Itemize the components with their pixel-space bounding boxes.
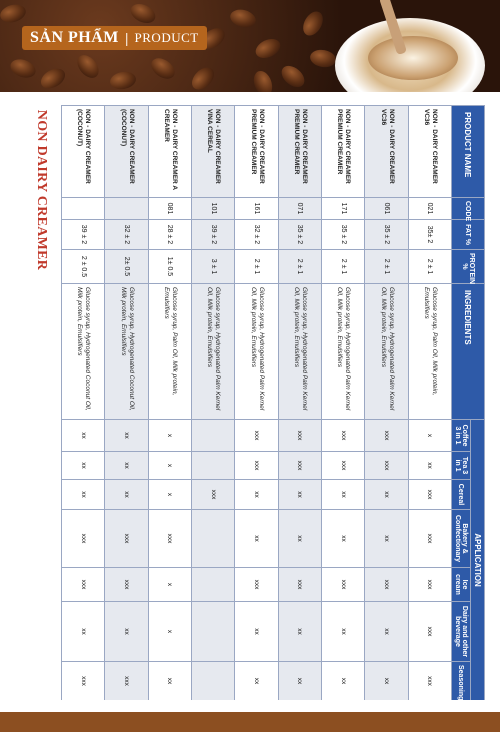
- app-cell: xx: [235, 662, 278, 701]
- ingredients-cell: Glucose syrup, Hydrogenated Palm Kernel Oil, Milk protein, Emulsifiers: [322, 284, 365, 420]
- protein-cell: 2 ± 0.5: [62, 250, 105, 284]
- section-title-text: NON DAIRY CREAMER: [34, 109, 50, 271]
- title-separator: |: [124, 30, 129, 46]
- header-app-tea: Tea 3 in 1: [452, 452, 471, 480]
- app-cell: xx: [105, 452, 148, 480]
- app-cell: [192, 510, 235, 568]
- app-cell: xxx: [322, 568, 365, 602]
- app-cell: xx: [62, 480, 105, 510]
- header-banner: [0, 0, 500, 92]
- code-cell: 081: [148, 198, 191, 220]
- ingredients-cell: Glucose syrup, Hydrogenated Palm Kernel Oil, Milk protein, Emulsifiers: [192, 284, 235, 420]
- app-cell: [192, 568, 235, 602]
- fat-cell: 35± 2: [408, 220, 451, 250]
- header-application: APPLICATION: [471, 420, 485, 701]
- app-cell: xx: [365, 602, 408, 662]
- fat-cell: 28 ± 2: [148, 220, 191, 250]
- header-protein: PROTEIN %: [452, 250, 485, 284]
- app-cell: xxx: [62, 568, 105, 602]
- protein-cell: 2 ± 1: [235, 250, 278, 284]
- app-cell: x: [148, 602, 191, 662]
- app-cell: xxx: [278, 452, 321, 480]
- ingredients-cell: Glucose syrup, Hydrogenated Palm Kernel Oil, Milk protein, Emulsifiers: [278, 284, 321, 420]
- app-cell: xx: [148, 662, 191, 701]
- coffee-bean-image: [128, 0, 159, 26]
- app-cell: x: [148, 452, 191, 480]
- header-code: CODE: [452, 198, 485, 220]
- code-cell: 071: [278, 198, 321, 220]
- table-row: [365, 106, 408, 701]
- header-ingredients: INGREDIENTS: [452, 284, 485, 420]
- product-table-wrapper: [61, 105, 485, 700]
- app-cell: xxx: [365, 452, 408, 480]
- app-cell: xx: [408, 452, 451, 480]
- product-name-cell: NON - DAIRY CREAMER VC36: [365, 106, 408, 198]
- app-cell: xxx: [408, 510, 451, 568]
- header-app-cereal: Cereal: [452, 480, 471, 510]
- protein-cell: 2 ± 1: [278, 250, 321, 284]
- app-cell: xx: [322, 662, 365, 701]
- product-name-cell: NON - DAIRY CREAMER PREMIUM CREAMER: [322, 106, 365, 198]
- app-cell: xxx: [408, 662, 451, 701]
- app-cell: x: [148, 420, 191, 452]
- code-cell: 101: [192, 198, 235, 220]
- table-row: [105, 106, 148, 701]
- coffee-bean-image: [37, 65, 68, 92]
- app-cell: xx: [365, 510, 408, 568]
- page-title-badge: [22, 26, 207, 50]
- ingredients-cell: Glucose syrup, Hydrogenated Palm Kernel Oil, Milk protein, Emulsifiers: [365, 284, 408, 420]
- product-name-cell: NON - DAIRY CREAMER VC36: [408, 106, 451, 198]
- app-cell: xxx: [192, 480, 235, 510]
- app-cell: xxx: [365, 568, 408, 602]
- header-app-dairy: Dairy and other beverage: [452, 602, 471, 662]
- code-cell: 021: [408, 198, 451, 220]
- app-cell: x: [148, 480, 191, 510]
- app-cell: [192, 420, 235, 452]
- coffee-bean-image: [147, 54, 178, 83]
- app-cell: xxx: [322, 452, 365, 480]
- app-cell: xxx: [148, 510, 191, 568]
- app-cell: xx: [278, 480, 321, 510]
- protein-cell: 2 ± 1: [322, 250, 365, 284]
- app-cell: xxx: [365, 420, 408, 452]
- app-cell: xx: [62, 602, 105, 662]
- table-row: [62, 106, 105, 701]
- coffee-bean-image: [0, 2, 28, 25]
- code-cell: 061: [365, 198, 408, 220]
- fat-cell: 32 ± 2: [235, 220, 278, 250]
- ingredients-cell: Glucose syrup, Hydrogenated Palm Kernel Oil, Milk protein, Emulsifiers: [235, 284, 278, 420]
- coffee-bean-image: [73, 51, 103, 82]
- coffee-bean-image: [228, 7, 258, 30]
- protein-cell: 2± 0.5: [105, 250, 148, 284]
- fat-cell: 35 ± 2: [365, 220, 408, 250]
- app-cell: xxx: [62, 510, 105, 568]
- app-cell: xxx: [278, 568, 321, 602]
- app-cell: xxx: [105, 662, 148, 701]
- header-fat: FAT %: [452, 220, 485, 250]
- ingredients-cell: Glucose syrup, Palm Oil, Milk protein, Emulsifiers: [148, 284, 191, 420]
- app-cell: xx: [278, 662, 321, 701]
- coffee-bean-image: [278, 62, 309, 92]
- table-row: [235, 106, 278, 701]
- ingredients-cell: Glucose syrup, Palm Oil, Milk protein, Emulsifiers: [408, 284, 451, 420]
- table-row: [322, 106, 365, 701]
- app-cell: xxx: [105, 568, 148, 602]
- app-cell: xxx: [235, 452, 278, 480]
- app-cell: xxx: [235, 420, 278, 452]
- app-cell: xx: [278, 510, 321, 568]
- latte-foam-image: [368, 36, 458, 80]
- product-name-cell: NON - DAIRY CREAMER PREMIUM CREAMER: [235, 106, 278, 198]
- app-cell: xx: [365, 662, 408, 701]
- coffee-bean-image: [253, 35, 284, 61]
- header-app-icecream: Ice cream: [452, 568, 471, 602]
- header-app-coffee: Coffee 3 in 1: [452, 420, 471, 452]
- app-cell: xxx: [322, 420, 365, 452]
- fat-cell: 35 ± 2: [278, 220, 321, 250]
- fat-cell: 39 ± 2: [62, 220, 105, 250]
- fat-cell: 35 ± 2: [322, 220, 365, 250]
- app-cell: xx: [322, 480, 365, 510]
- app-cell: xxx: [62, 662, 105, 701]
- app-cell: xxx: [408, 568, 451, 602]
- app-cell: xx: [62, 452, 105, 480]
- table-row: [408, 106, 451, 701]
- table-row: [192, 106, 235, 701]
- protein-cell: 2 ± 1: [408, 250, 451, 284]
- code-cell: [62, 198, 105, 220]
- title-vietnamese: SẢN PHẨM: [30, 29, 119, 46]
- app-cell: xx: [322, 602, 365, 662]
- protein-cell: 2 ± 1: [365, 250, 408, 284]
- fat-cell: 32 ± 2: [105, 220, 148, 250]
- table-row: [148, 106, 191, 701]
- app-cell: xx: [105, 480, 148, 510]
- protein-cell: 3 ± 1: [192, 250, 235, 284]
- footer-bar: [0, 712, 500, 732]
- table-row: [278, 106, 321, 701]
- app-cell: x: [408, 420, 451, 452]
- app-cell: xx: [235, 510, 278, 568]
- app-cell: xxx: [408, 602, 451, 662]
- header-product-name: PRODUCT NAME: [452, 106, 485, 198]
- coffee-bean-image: [8, 56, 38, 81]
- app-cell: xx: [365, 480, 408, 510]
- code-cell: [105, 198, 148, 220]
- app-cell: xx: [278, 602, 321, 662]
- product-spec-table: [61, 105, 485, 700]
- product-name-cell: NON - DAIRY CREAMER (COCONUT): [62, 106, 105, 198]
- coffee-bean-image: [309, 48, 338, 69]
- title-english: PRODUCT: [134, 30, 199, 45]
- app-cell: xxx: [278, 420, 321, 452]
- ingredients-cell: Glucose syrup, Hydrogenated Coconut Oil, Milk protein, Emulsifiers: [105, 284, 148, 420]
- app-cell: xx: [62, 420, 105, 452]
- coffee-bean-image: [109, 70, 138, 91]
- product-name-cell: NON - DAIRY CREAMER A CREAMER: [148, 106, 191, 198]
- app-cell: x: [148, 568, 191, 602]
- product-name-cell: NON - DAIRY CREAMER VINA CEREAL: [192, 106, 235, 198]
- code-cell: 171: [322, 198, 365, 220]
- coffee-bean-image: [251, 68, 276, 92]
- protein-cell: 1± 0.5: [148, 250, 191, 284]
- code-cell: 161: [235, 198, 278, 220]
- header-app-bakery: Bakery & Confectionary: [452, 510, 471, 568]
- ingredients-cell: Glucose syrup, Hydrogenated Coconut Oil, Milk protein, Emulsifiers: [62, 284, 105, 420]
- app-cell: xx: [235, 602, 278, 662]
- app-cell: xx: [235, 480, 278, 510]
- app-cell: [192, 452, 235, 480]
- header-app-seasoning: Seasoning: [452, 662, 471, 701]
- product-name-cell: NON - DAIRY CREAMER PREMIUM CREAMER: [278, 106, 321, 198]
- fat-cell: 39 ± 2: [192, 220, 235, 250]
- app-cell: [192, 602, 235, 662]
- app-cell: xxx: [105, 510, 148, 568]
- app-cell: xxx: [408, 480, 451, 510]
- app-cell: [192, 662, 235, 701]
- coffee-bean-image: [299, 8, 327, 39]
- app-cell: xx: [105, 420, 148, 452]
- coffee-bean-image: [188, 63, 218, 92]
- product-name-cell: NON - DAIRY CREAMER (COCONUT): [105, 106, 148, 198]
- app-cell: xx: [322, 510, 365, 568]
- app-cell: xxx: [235, 568, 278, 602]
- app-cell: xx: [105, 602, 148, 662]
